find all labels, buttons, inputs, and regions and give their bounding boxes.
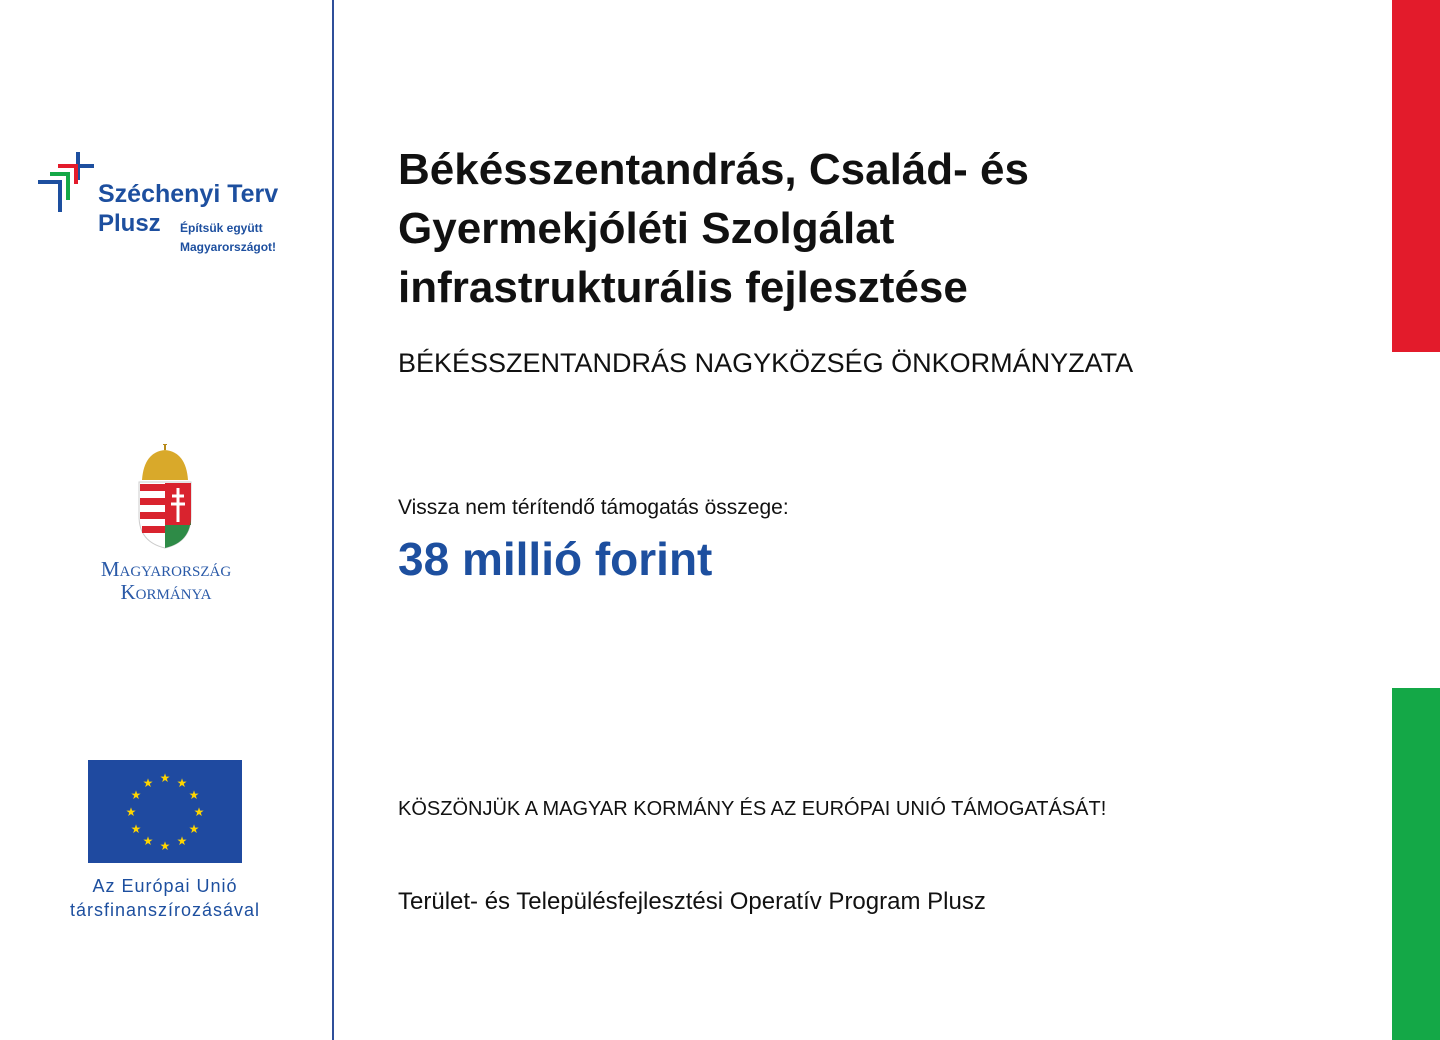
svg-text:★: ★ xyxy=(188,822,200,836)
grant-amount: 38 millió forint xyxy=(398,533,713,585)
eu-stars-icon xyxy=(88,760,242,863)
svg-text:★: ★ xyxy=(176,834,188,848)
project-title: Békésszentandrás, Család- és Gyermekjóléti Szolgálat infrastrukturális fejlesztése xyxy=(398,145,1029,312)
government-logo-text: Magyarország Kormánya xyxy=(100,557,232,604)
szechenyi-cross-icon xyxy=(36,150,96,214)
szechenyi-plusz: Plusz xyxy=(98,210,161,237)
svg-text:★: ★ xyxy=(193,805,205,819)
svg-text:★: ★ xyxy=(188,788,200,802)
svg-text:★: ★ xyxy=(130,822,142,836)
szechenyi-slogan: Építsük együtt Magyarországot! xyxy=(180,221,277,254)
beneficiary: BÉKÉSSZENTANDRÁS NAGYKÖZSÉG ÖNKORMÁNYZATA xyxy=(398,348,1134,378)
eu-logo-text: Az Európai Unió társfinanszírozásával xyxy=(69,876,261,920)
grant-label: Vissza nem térítendő támogatás összege: xyxy=(398,496,789,519)
svg-text:★: ★ xyxy=(125,805,137,819)
flag-red-stripe xyxy=(1392,0,1440,352)
svg-text:★: ★ xyxy=(130,788,142,802)
divider xyxy=(332,0,334,1040)
svg-text:★: ★ xyxy=(142,776,154,790)
hungarian-coat-of-arms-icon xyxy=(136,444,194,550)
svg-text:★: ★ xyxy=(176,776,188,790)
eu-flag xyxy=(88,760,242,863)
svg-text:★: ★ xyxy=(159,839,171,853)
program-name: Terület- és Településfejlesztési Operatív Program Plusz xyxy=(398,888,986,915)
thanks-text: KÖSZÖNJÜK A MAGYAR KORMÁNY ÉS AZ EURÓPAI UNIÓ TÁMOGATÁSÁT! xyxy=(398,798,1107,820)
flag-green-stripe xyxy=(1392,688,1440,1040)
svg-text:★: ★ xyxy=(142,834,154,848)
szechenyi-title: Széchenyi Terv xyxy=(98,180,279,208)
szechenyi-terv-logo xyxy=(36,150,306,260)
svg-text:★: ★ xyxy=(159,771,171,785)
